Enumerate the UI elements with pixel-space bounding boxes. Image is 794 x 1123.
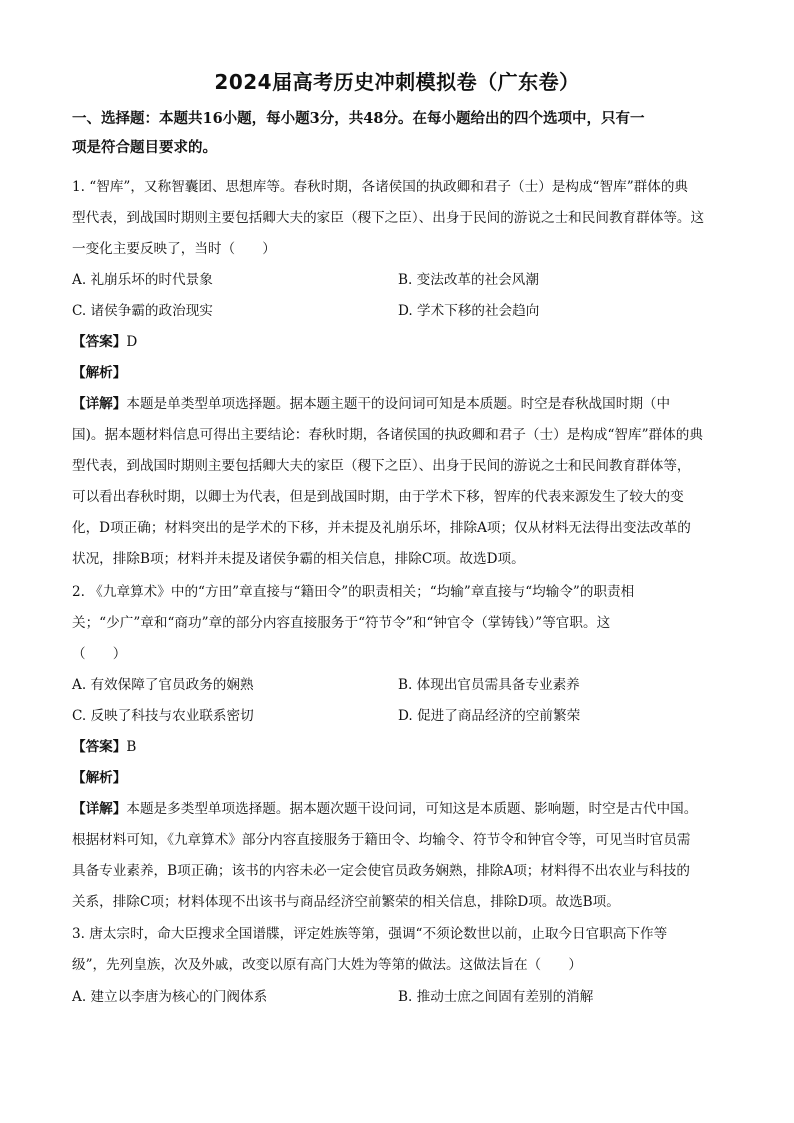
q1-option-d: D. 学术下移的社会趋向 [398,303,540,319]
answer-tag: 【答案】 [72,739,127,755]
q2-option-c: C. 反映了科技与农业联系密切 [72,708,254,724]
q1-option-c: C. 诸侯争霸的政治现实 [72,303,213,319]
answer-value: D [126,334,138,350]
q1-stem-line-3: 一变化主要反映了，当时（ ） [72,241,276,257]
q1-option-b: B. 变法改革的社会风潮 [398,272,539,288]
q1-detail-line-2: 国)。据本题材料信息可得出主要结论：春秋时期，各诸侯国的执政卿和君子（士）是构成“智库”群体的典 [72,427,703,443]
q1-detail-line-1: 【详解】本题是单类型单项选择题。据本题主题干的设问词可知是本质题。时空是春秋战国时期（中 [72,396,671,412]
q1-stem-line-1: 1. “智库”，又称智囊团、思想库等。春秋时期，各诸侯国的执政卿和君子（士）是构成“智库”群体的典 [72,179,689,195]
q1-answer [72,330,137,350]
section-heading-line-1: 一、选择题：本题共16小题，每小题3分，共48分。在每小题给出的四个选项中，只有一 [72,110,645,127]
q2-detail-line-2: 根据材料可知，《九章算术》部分内容直接服务于籍田令、均输令、符节令和钟官令等，可见当时官员需 [72,832,691,848]
q1-detail-line-3: 型代表，到战国时期则主要包括卿大夫的家臣（稷下之臣）、出身于民间的游说之士和民间教育群体等， [72,458,691,474]
q2-answer [72,735,136,755]
q2-option-b: B. 体现出官员需具备专业素养 [398,677,580,693]
q3-stem-line-1: 3. 唐太宗时，命大臣搜求全国谱牒，评定姓族等第，强调“不须论数世以前，止取今日官职高下作等 [72,926,668,942]
detail-tag: 【详解】 [72,801,127,817]
q1-stem-line-2: 型代表，到战国时期则主要包括卿大夫的家臣（稷下之臣）、出身于民间的游说之士和民间教育群体等。这 [72,210,705,226]
q1-detail-line-4: 可以看出春秋时期，以卿士为代表，但是到战国时期，由于学术下移，智库的代表来源发生了较大的变 [72,489,684,505]
section-heading-line-2: 项是符合题目要求的。 [72,139,217,156]
q1-detail-line-5: 化，D项正确；材料突出的是学术的下移，并未提及礼崩乐坏，排除A项；仅从材料无法得出变法改革的 [72,520,691,536]
q3-option-b: B. 推动士庶之间固有差别的消解 [398,989,594,1005]
q1-option-a: A. 礼崩乐坏的时代景象 [72,272,213,288]
q2-stem-line-1: 2. 《九章算术》中的“方田”章直接与“籍田令”的职责相关；“均输”章直接与“均输令”的职责相 [72,584,635,600]
q2-option-a: A. 有效保障了官员政务的娴熟 [72,677,254,693]
q2-detail-line-4: 关系，排除C项；材料体现不出该书与商品经济空前繁荣的相关信息，排除D项。故选B项。 [72,894,620,910]
page-title: 2024届高考历史冲刺模拟卷（广东卷） [214,70,580,94]
q2-analysis-tag: 【解析】 [72,770,127,786]
q1-analysis-tag: 【解析】 [72,365,127,381]
q2-detail-line-1: 【详解】本题是多类型单项选择题。据本题次题干设问词，可知这是本质题、影响题，时空是古代中国。 [72,801,698,817]
q3-stem-line-2: 级”，先列皇族，次及外戚，改变以原有高门大姓为等第的做法。这做法旨在（ ） [72,957,582,973]
q1-detail-line-6: 状况，排除B项；材料并未提及诸侯争霸的相关信息，排除C项。故选D项。 [72,551,525,567]
q2-stem-line-2: 关；“少广”章和“商功”章的部分内容直接服务于“符节令”和“钟官令（掌铸钱）”等官职。这 [72,615,611,631]
answer-value: B [126,739,137,755]
q2-detail-line-3: 具备专业素养，B项正确；该书的内容未必一定会使官员政务娴熟，排除A项；材料得不出农业与科技的 [72,863,690,879]
section-heading [72,104,732,162]
q2-stem-line-3: （ ） [72,646,127,662]
answer-tag: 【答案】 [72,334,127,350]
detail-tag: 【详解】 [72,396,127,412]
q3-option-a: A. 建立以李唐为核心的门阀体系 [72,989,268,1005]
q2-option-d: D. 促进了商品经济的空前繁荣 [398,708,581,724]
